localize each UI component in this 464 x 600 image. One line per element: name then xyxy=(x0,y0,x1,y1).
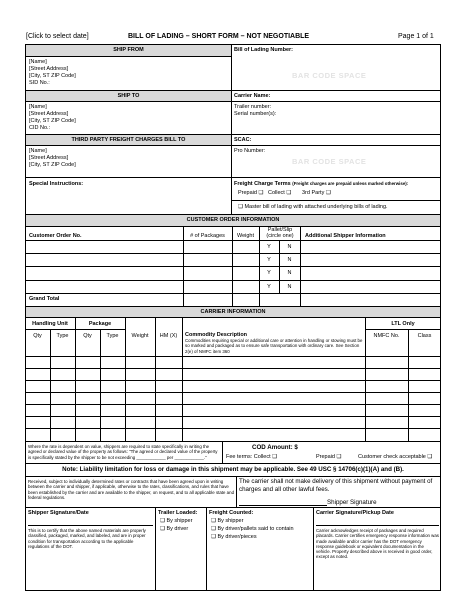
third-party-street[interactable]: [Street Address] xyxy=(29,155,69,161)
carrier-info-heading: CARRIER INFORMATION xyxy=(200,309,266,315)
page-number: Page 1 of 1 xyxy=(398,33,434,40)
pro-number-label[interactable]: Pro Number: xyxy=(234,148,266,154)
col-pkg-qty: Qty xyxy=(83,333,92,339)
col-weight: Weight xyxy=(236,233,255,239)
col-pallet-slip: Pallet/Slip (circle one) xyxy=(266,227,294,240)
carrier-signature-title[interactable]: Carrier Signature/Pickup Date xyxy=(316,510,394,516)
cod-amount-label[interactable]: COD Amount: $ xyxy=(252,444,298,451)
ship-to-city[interactable]: [City, ST ZIP Code] xyxy=(29,118,76,124)
ship-from-street[interactable]: [Street Address] xyxy=(29,66,69,72)
freight-third-party-checkbox[interactable]: 3rd Party ❑ xyxy=(302,190,331,196)
customer-order-heading: CUSTOMER ORDER INFORMATION xyxy=(186,217,280,223)
master-bol-checkbox[interactable]: ❑ Master bill of lading with attached underlying bills of lading. xyxy=(238,204,388,210)
ship-to-cid[interactable]: CID No.: xyxy=(29,125,51,131)
cod-prepaid-checkbox[interactable]: Prepaid ❑ xyxy=(316,454,342,460)
barcode-space-1: BAR CODE SPACE xyxy=(292,71,367,80)
row4-no[interactable]: N xyxy=(287,284,292,290)
liability-note: Note: Liability limitation for loss or damage in this shipment may be applicable. See 49 USC § 14706(c)(1)(A) and (B). xyxy=(62,466,404,473)
freight-terms-note: (Freight charges are prepaid unless marked otherwise): xyxy=(292,181,409,186)
col-hu-type: Type xyxy=(56,333,69,339)
shipper-signature-title[interactable]: Shipper Signature/Date xyxy=(28,510,89,516)
col-packages: # of Packages xyxy=(190,233,225,239)
col-pkg-type: Type xyxy=(106,333,119,339)
handling-unit-heading: Handling Unit xyxy=(32,321,68,327)
freight-by-shipper-checkbox[interactable]: ❑ By shipper xyxy=(211,518,244,524)
row2-no[interactable]: N xyxy=(287,257,292,263)
trailer-by-shipper-checkbox[interactable]: ❑ By shipper xyxy=(160,518,193,524)
ship-to-heading: SHIP TO xyxy=(117,93,140,99)
row4-yes[interactable]: Y xyxy=(267,284,271,290)
special-instructions-label[interactable]: Special Instructions: xyxy=(29,181,84,187)
carrier-name-label[interactable]: Carrier Name: xyxy=(234,93,271,99)
third-party-name[interactable]: [Name] xyxy=(29,148,47,154)
col-customer-order-no: Customer Order No. xyxy=(29,233,82,239)
freight-counted-title: Freight Counted: xyxy=(209,510,254,516)
shipper-certification-text: This is to certify that the above named materials are properly classified, packaged, marked, and labeled, and are in proper condition for transportation according to the applicable regulations of the DOT. xyxy=(28,528,146,549)
freight-collect-checkbox[interactable]: Collect ❑ xyxy=(268,190,292,196)
freight-terms-line xyxy=(234,181,408,187)
col-class: Class xyxy=(417,333,432,339)
row3-yes[interactable]: Y xyxy=(267,270,271,276)
date-select-field[interactable]: [Click to select date] xyxy=(26,33,89,40)
no-delivery-text: The carrier shall not make delivery of this shipment without payment of charges and all other lawful fees. xyxy=(239,478,433,493)
package-heading: Package xyxy=(88,321,112,327)
ship-from-city[interactable]: [City, ST ZIP Code] xyxy=(29,73,76,79)
commodity-note: Commodities requiring special or additional care or attention in handling or stowing must be so marked and packaged as to ensure safe transportation with ordinary care. See Section 2(e) of NMFC item 360 xyxy=(185,338,363,354)
col-hm: HM (X) xyxy=(159,333,178,339)
freight-terms-label: Freight Charge Terms xyxy=(234,181,291,187)
third-party-city[interactable]: [City, ST ZIP Code] xyxy=(29,162,76,168)
received-subject-text: Received, subject to individually determined rates or contracts that have been agreed upon in writing between the carrier and shipper, if applicable, otherwise to the rates, classifications, and rules that have been established by the carrier and are available to the shipper, on request, and to all applicable state and federal regulations. xyxy=(28,479,235,500)
row3-no[interactable]: N xyxy=(287,270,292,276)
freight-prepaid-checkbox[interactable]: Prepaid ❑ xyxy=(238,190,264,196)
cod-fee-collect-checkbox[interactable]: Fee terms: Collect ❑ xyxy=(226,454,278,460)
col-commodity: Commodity Description xyxy=(185,332,248,338)
ship-from-sid[interactable]: SID No.: xyxy=(29,80,50,86)
ship-from-heading: SHIP FROM xyxy=(113,47,144,53)
col-hu-qty: Qty xyxy=(33,333,42,339)
cod-customer-check-checkbox[interactable]: Customer check acceptable ❑ xyxy=(358,454,433,460)
col-nmfc: NMFC No. xyxy=(373,333,400,339)
third-party-heading: THIRD PARTY FREIGHT CHARGES BILL TO xyxy=(71,137,186,143)
ltl-only-heading: LTL Only xyxy=(391,321,415,327)
ship-to-street[interactable]: [Street Address] xyxy=(29,111,69,117)
freight-by-driver-pieces-checkbox[interactable]: ❑ By driver/pieces xyxy=(211,534,257,540)
document-title: BILL OF LADING – SHORT FORM – NOT NEGOTIABLE xyxy=(128,33,310,40)
col-weight-carrier: Weight xyxy=(131,333,149,339)
row2-yes[interactable]: Y xyxy=(267,257,271,263)
bol-number-label[interactable]: Bill of Lading Number: xyxy=(234,47,293,53)
trailer-number-label[interactable]: Trailer number: xyxy=(234,104,272,110)
carrier-acknowledgement-text: Carrier acknowledges receipt of packages and required placards. Carrier certifies emergency response information was made available and/or carrier has the DOT emergency response guidebook or equivalent documentation in the vehicle. Property described above is received in good order, except as noted. xyxy=(316,528,439,560)
row1-yes[interactable]: Y xyxy=(267,244,271,250)
serial-numbers-label[interactable]: Serial number(s): xyxy=(234,111,277,117)
declared-value-notice: Where the rate is dependent on value, shippers are required to state specifically in writing the agreed or declared value of the property as follows: "The agreed or declared value of the property is specifically stated by the shipper to be not exceeding ____________ per ____________." xyxy=(28,444,218,460)
scac-label[interactable]: SCAC: xyxy=(234,137,252,143)
shipper-signature-line[interactable]: Shipper Signature xyxy=(327,499,377,506)
ship-to-name[interactable]: [Name] xyxy=(29,104,47,110)
row1-no[interactable]: N xyxy=(287,244,292,250)
ship-from-name[interactable]: [Name] xyxy=(29,59,47,65)
trailer-loaded-title: Trailer Loaded: xyxy=(158,510,198,516)
trailer-by-driver-checkbox[interactable]: ❑ By driver xyxy=(160,526,189,532)
grand-total-label: Grand Total xyxy=(29,296,60,302)
col-additional-info: Additional Shipper Information xyxy=(305,233,386,239)
freight-by-driver-pallets-checkbox[interactable]: ❑ By driver/pallets said to contain xyxy=(211,526,294,532)
barcode-space-2: BAR CODE SPACE xyxy=(292,157,367,166)
